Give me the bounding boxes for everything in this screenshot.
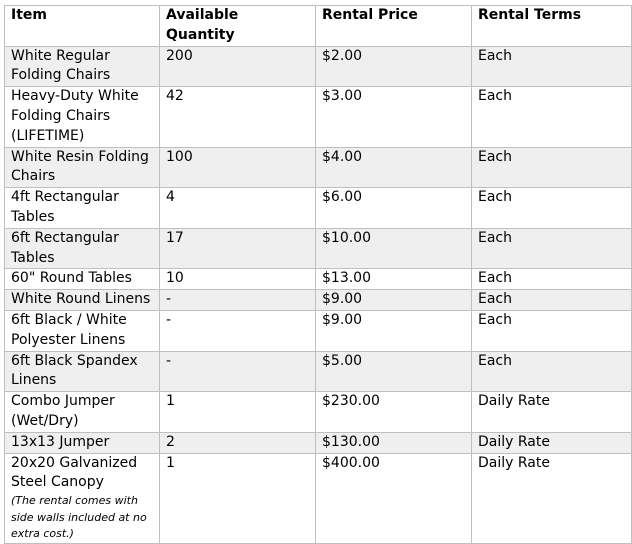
item-cell: 13x13 Jumper bbox=[5, 432, 160, 453]
header-rental-price: Rental Price bbox=[316, 6, 472, 47]
table-row bbox=[5, 453, 632, 543]
quantity-cell: 1 bbox=[160, 453, 316, 543]
price-cell: $6.00 bbox=[316, 188, 472, 229]
terms-cell: Each bbox=[472, 290, 632, 311]
item-cell: Combo Jumper (Wet/Dry) bbox=[5, 392, 160, 433]
terms-cell: Each bbox=[472, 87, 632, 147]
item-note: (The rental comes with side walls included at no extra cost.) bbox=[11, 494, 147, 541]
price-cell: $230.00 bbox=[316, 392, 472, 433]
terms-cell: Daily Rate bbox=[472, 453, 632, 543]
terms-cell: Each bbox=[472, 147, 632, 188]
price-cell: $10.00 bbox=[316, 228, 472, 269]
quantity-cell: 4 bbox=[160, 188, 316, 229]
header-available-quantity: Available Quantity bbox=[160, 6, 316, 47]
item-cell: White Resin Folding Chairs bbox=[5, 147, 160, 188]
price-cell: $130.00 bbox=[316, 432, 472, 453]
table-row bbox=[5, 228, 632, 269]
table-row bbox=[5, 87, 632, 147]
terms-cell: Daily Rate bbox=[472, 392, 632, 433]
rental-price-table bbox=[4, 5, 632, 544]
item-cell: 4ft Rectangular Tables bbox=[5, 188, 160, 229]
quantity-cell: 100 bbox=[160, 147, 316, 188]
table-row bbox=[5, 269, 632, 290]
terms-cell: Each bbox=[472, 351, 632, 392]
table-row bbox=[5, 188, 632, 229]
item-cell bbox=[5, 453, 160, 543]
table-row bbox=[5, 432, 632, 453]
item-name: 20x20 Galvanized Steel Canopy bbox=[11, 454, 138, 491]
item-cell: 60" Round Tables bbox=[5, 269, 160, 290]
header-item: Item bbox=[5, 6, 160, 47]
table-row bbox=[5, 147, 632, 188]
terms-cell: Each bbox=[472, 188, 632, 229]
table-row bbox=[5, 46, 632, 87]
price-cell: $5.00 bbox=[316, 351, 472, 392]
terms-cell: Each bbox=[472, 310, 632, 351]
price-cell: $9.00 bbox=[316, 310, 472, 351]
price-cell: $400.00 bbox=[316, 453, 472, 543]
price-cell: $13.00 bbox=[316, 269, 472, 290]
table-row bbox=[5, 351, 632, 392]
table-row bbox=[5, 392, 632, 433]
price-cell: $4.00 bbox=[316, 147, 472, 188]
price-cell: $9.00 bbox=[316, 290, 472, 311]
quantity-cell: 1 bbox=[160, 392, 316, 433]
item-cell: White Regular Folding Chairs bbox=[5, 46, 160, 87]
quantity-cell: - bbox=[160, 310, 316, 351]
table-row bbox=[5, 310, 632, 351]
price-cell: $3.00 bbox=[316, 87, 472, 147]
terms-cell: Daily Rate bbox=[472, 432, 632, 453]
header-row bbox=[5, 6, 632, 47]
header-rental-terms: Rental Terms bbox=[472, 6, 632, 47]
table-row bbox=[5, 290, 632, 311]
item-cell: White Round Linens bbox=[5, 290, 160, 311]
item-cell: 6ft Black Spandex Linens bbox=[5, 351, 160, 392]
quantity-cell: 42 bbox=[160, 87, 316, 147]
quantity-cell: 200 bbox=[160, 46, 316, 87]
terms-cell: Each bbox=[472, 46, 632, 87]
quantity-cell: 17 bbox=[160, 228, 316, 269]
quantity-cell: 10 bbox=[160, 269, 316, 290]
item-cell: Heavy-Duty White Folding Chairs (LIFETIME) bbox=[5, 87, 160, 147]
item-cell: 6ft Black / White Polyester Linens bbox=[5, 310, 160, 351]
quantity-cell: - bbox=[160, 351, 316, 392]
terms-cell: Each bbox=[472, 228, 632, 269]
terms-cell: Each bbox=[472, 269, 632, 290]
quantity-cell: - bbox=[160, 290, 316, 311]
quantity-cell: 2 bbox=[160, 432, 316, 453]
item-cell: 6ft Rectangular Tables bbox=[5, 228, 160, 269]
price-cell: $2.00 bbox=[316, 46, 472, 87]
